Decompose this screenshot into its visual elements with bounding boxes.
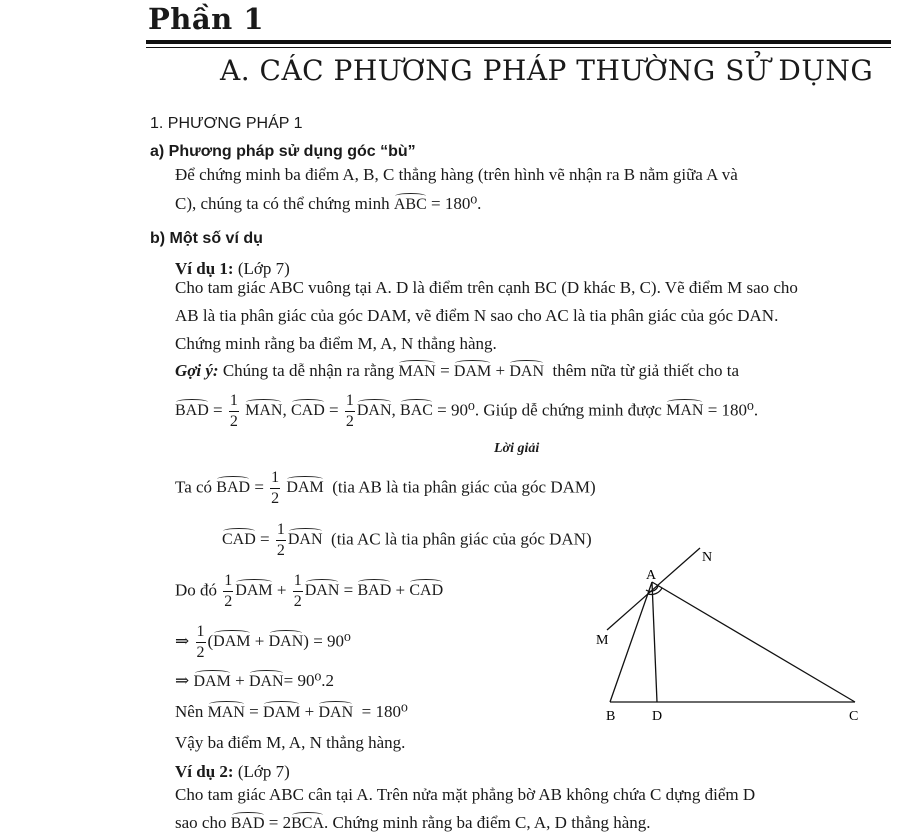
part-heading: Phần 1 <box>148 2 265 36</box>
method-heading: 1. PHƯƠNG PHÁP 1 <box>150 115 303 132</box>
solution-line-3: Do đó $\frac{1}{2}$ DAM + $\frac{1}{2}$ DAN = BAD + CAD <box>175 572 444 610</box>
label-m: M <box>596 633 609 648</box>
label-b: B <box>606 709 616 724</box>
solution-heading: Lời giải <box>494 441 540 456</box>
solution-line-2: CAD = $\frac{1}{2}$ DAN (tia AC là tia phân giác của góc DAN) <box>222 521 592 559</box>
example2-line-1: Cho tam giác ABC cân tại A. Trên nửa mặt phẳng bờ AB không chứa C dựng điểm D <box>175 785 756 804</box>
hint-line-1: Gợi ý: Chúng ta dễ nhận ra rằng MAN = DAM + DAN thêm nữa từ giả thiết cho ta <box>175 361 740 380</box>
example1-line-3: Chứng minh rằng ba điểm M, A, N thẳng hàng. <box>175 334 497 353</box>
angle-abc: ABC <box>394 193 427 214</box>
segment-ab <box>610 582 652 702</box>
intro-line-1: Để chứng minh ba điểm A, B, C thẳng hàng (trên hình vẽ nhận ra B nằm giữa A và <box>175 165 738 184</box>
header-rule-thick <box>146 40 891 44</box>
triangle-figure <box>560 540 880 740</box>
example1-title: Ví dụ 1: (Lớp 7) <box>175 259 290 278</box>
label-c: C <box>849 709 859 724</box>
section-title: A. CÁC PHƯƠNG PHÁP THƯỜNG SỬ DỤNG <box>220 54 874 87</box>
subheading-b: b) Một số ví dụ <box>150 230 263 247</box>
solution-line-4: ⇒ $\frac{1}{2}$ (DAM + DAN) = 90⁰ <box>175 623 351 661</box>
example1-line-1: Cho tam giác ABC vuông tại A. D là điểm trên cạnh BC (D khác B, C). Vẽ điểm M sao cho <box>175 278 798 297</box>
segment-ad <box>652 582 657 702</box>
subheading-a: a) Phương pháp sử dụng góc “bù” <box>150 143 416 160</box>
label-d: D <box>652 709 663 724</box>
label-n: N <box>702 550 713 565</box>
solution-line-1: Ta có BAD = $\frac{1}{2}$ DAM (tia AB là tia phân giác của góc DAM) <box>175 469 596 507</box>
example1-line-2: AB là tia phân giác của góc DAM, vẽ điểm N sao cho AC là tia phân giác của góc DAN. <box>175 306 779 325</box>
example2-line-2: sao cho BAD = 2BCA. Chứng minh rằng ba điểm C, A, D thẳng hàng. <box>175 813 651 832</box>
label-a: A <box>646 568 657 583</box>
solution-line-5: ⇒ DAM + DAN= 90⁰.2 <box>175 671 335 690</box>
solution-line-7: Vậy ba điểm M, A, N thẳng hàng. <box>175 733 406 752</box>
hint-line-2: BAD = $\frac{1}{2}$ MAN, CAD = $\frac{1}{2}$ DAN, BAC = 90⁰. Giúp dễ chứng minh được MAN = 180⁰. <box>175 392 759 430</box>
solution-line-6: Nên MAN = DAM + DAN = 180⁰ <box>175 702 408 721</box>
segment-ac <box>652 582 855 702</box>
header-rule-thin <box>146 47 891 48</box>
intro-line-2: C), chúng ta có thể chứng minh ABC = 180⁰. <box>175 194 482 213</box>
example2-title: Ví dụ 2: (Lớp 7) <box>175 762 290 781</box>
